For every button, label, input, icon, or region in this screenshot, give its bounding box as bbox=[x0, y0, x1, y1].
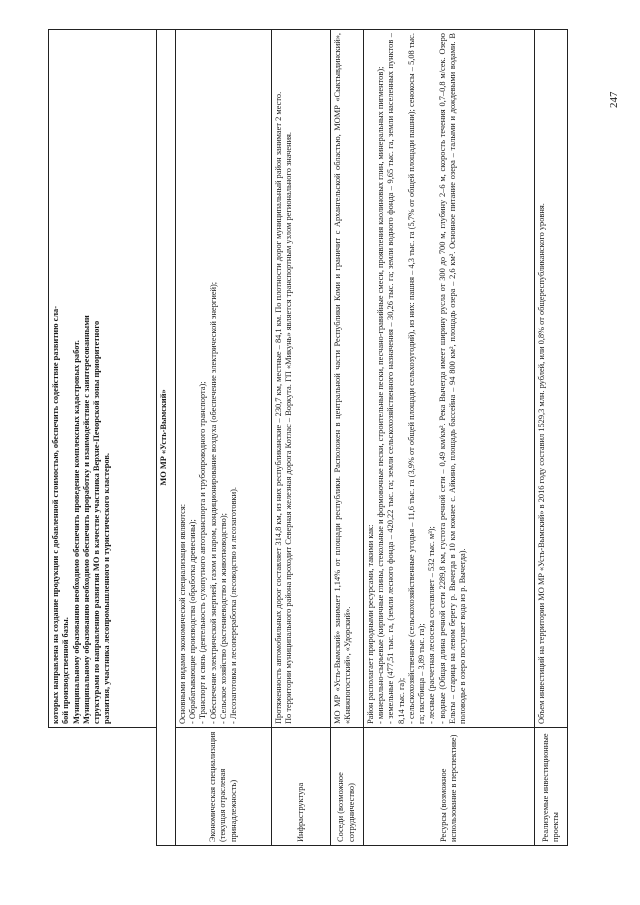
intro-line: Муниципальному образованию необходимо обеспечить проведение комплексных кадастровых работ. bbox=[71, 340, 81, 724]
content-line: - Транспорт и связь (деятельность сухопутного автотранспорта и трубопроводного транспорта); bbox=[198, 381, 208, 724]
content-line: - Лесозаготовка и лесопереработка (лесоводство и лесозаготовки). bbox=[229, 487, 239, 724]
content-line: - Обрабатывающие производства (обработка древесины); bbox=[188, 519, 198, 724]
page-number: 247 bbox=[608, 91, 620, 109]
content-line: Объем инвестиций на территории МО МР «Усть-Вымский» в 2016 году составил 1529,3 млн. рублей, или 0,8% от общереспубликанского уровня. bbox=[537, 203, 547, 724]
row-content-economy bbox=[175, 30, 271, 728]
content-line: По территории муниципального района проходит Северная железная дорога Котлас – Воркута. ГП «Микунь» является транспортным узлом регионального значения. bbox=[284, 132, 294, 724]
intro-line: бой производственной базы. bbox=[61, 617, 71, 724]
intro-line: развития, участника лесопромышленного и туристического кластеров. bbox=[102, 453, 112, 724]
municipality-profile-table bbox=[48, 29, 568, 846]
investment-row bbox=[535, 30, 568, 846]
content-line: Протяженность автомобильных дорог составляет 314,8 км, из них республиканские – 230,7 км, местные – 84,1 км. По плотности дорог муниципальный район занимает 2 место. bbox=[274, 91, 284, 724]
content-line: - Обеспечение электрической энергией, газом и паром, кондиционирование воздуха (обеспечение электрической энергией); bbox=[208, 281, 218, 724]
resources-row bbox=[363, 30, 534, 846]
content-line: МО МР «Усть-Вымский» занимает 1,14% от площади республики. Расположен в центральной части Республики Коми и граничит с Архангельской областью, МОМР «Сыктывдинский», «Княжпогостский», «Удорский». bbox=[332, 33, 353, 724]
row-label-resources: Ресурсы (возможное использование в перспективе) bbox=[363, 728, 534, 846]
section-title: МО МР «Усть-Вымский» bbox=[157, 30, 176, 846]
rotated-page-content bbox=[48, 30, 568, 846]
row-label-infrastructure: Инфраструктура bbox=[272, 728, 331, 846]
infrastructure-row bbox=[272, 30, 331, 846]
neighbors-row bbox=[330, 30, 363, 846]
intro-line: которых направлена на создание продукции с добавленной стоимостью, обеспечить содействие развитию сла- bbox=[51, 305, 60, 724]
content-line: - минерально-сырьевые (кирпичные глины, стекольные и формовочные пески, строительные пески, песчано-гравийные смеси, проявления каолиновых глин, минеральных пигментов); bbox=[375, 66, 385, 724]
row-content-resources bbox=[363, 30, 534, 728]
row-label-investments: Реализуемые инвестиционные проекты bbox=[535, 728, 568, 846]
row-content-investments bbox=[535, 30, 568, 728]
section-title-row bbox=[157, 30, 176, 846]
row-content-neighbors bbox=[330, 30, 363, 728]
economy-row bbox=[175, 30, 271, 846]
row-content-infrastructure bbox=[272, 30, 331, 728]
intro-cell bbox=[49, 30, 157, 728]
content-line: Основными видами экономической специализации являются: bbox=[177, 503, 187, 724]
content-line: - земельные (477,51 тыс. га, (земли лесного фонда – 420,22 тыс. га; земли сельскохозяйственного назначения – 30,26 тыс. га; земли водного фонда – 9,65 тыс. га, земли населенных пунктов – 8,14 тыс. га); bbox=[386, 33, 406, 724]
row-label-neighbors: Соседи (возможное сотрудничество) bbox=[330, 728, 363, 846]
content-line: - водные (Общая длина речной сети 2289,8 км, густота речной сети – 0,49 км/км². Река Вычегда имеет ширину русла от 300 до 700 м, глубину 2–6 м, скорость течения 0,7–0,8 м/сек. Озеро Ельты – старица на левом берегу р. Вычегда в 10 км южнее с. Айкино, площадь бассейна – 94 800 км², площадь озера – 2,6 км². Основное питание озера – талыми и дождевыми водами. В половодье в озеро поступает вода из р. Вычегда). bbox=[437, 33, 468, 724]
row-label-economy: Экономическая специализация (текущая отраслевая принадлежность) bbox=[175, 728, 271, 846]
content-line: - сельскохозяйственные (сельскохозяйственные угодья – 11,6 тыс. га (3,9% от общей площади сельхозугодий), из них: пашня – 4,3 тыс. га (5,7% от общей площади пашни); сенокосы – 5,08 тыс. га; пастбища – 3,89 тыс. га); bbox=[406, 33, 427, 724]
intro-row bbox=[49, 30, 157, 846]
content-line: - Сельское хозяйство (растениеводство и животноводство); bbox=[218, 513, 228, 724]
content-line: - лесные (расчетная лесосека составляет – 532 тыс. м³); bbox=[427, 526, 437, 724]
intro-line: структурами по направлению развития МО в качестве участника Верхне-Печорской зоны приоритетного bbox=[92, 320, 102, 724]
intro-empty-cell bbox=[49, 728, 157, 846]
content-line: Район располагает природными ресурсами, такими как: bbox=[365, 524, 375, 724]
intro-line: Муниципальному образованию необходимо обеспечить проработку и взаимодействие с заинтересованными bbox=[81, 315, 91, 724]
